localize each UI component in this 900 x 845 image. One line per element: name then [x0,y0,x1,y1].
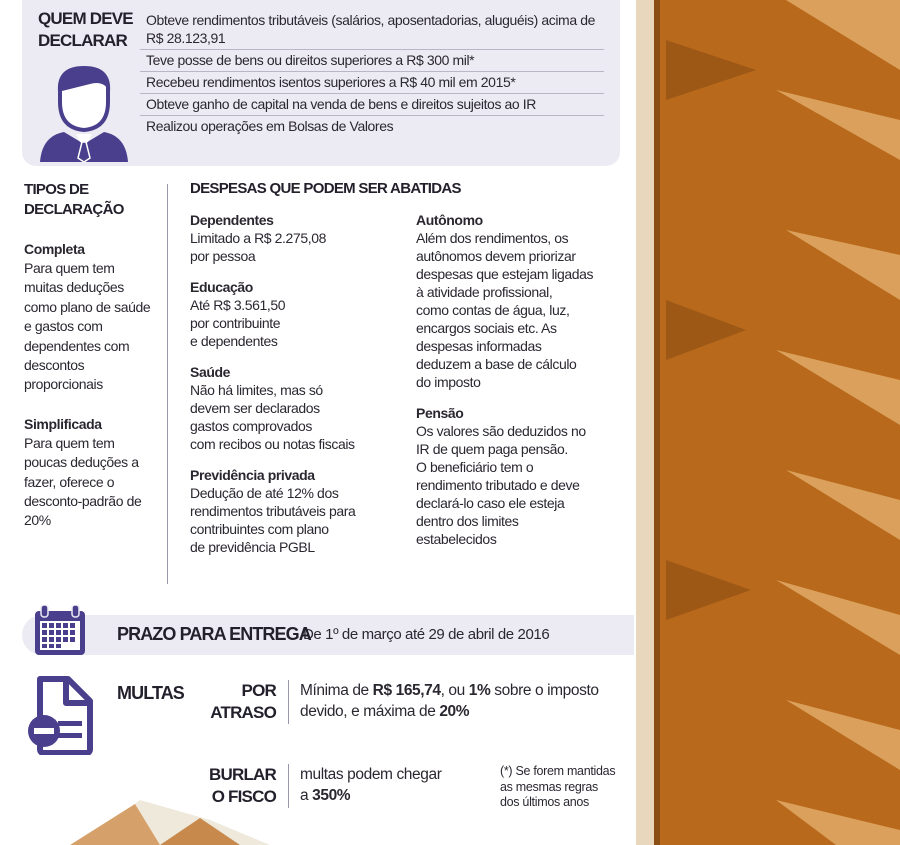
expense-text: Até R$ 3.561,50 por contribuinte e dependentes [190,297,286,349]
bottom-decoration [40,800,280,845]
fines-label: MULTAS [117,683,184,703]
completa-heading: Completa [24,241,85,257]
late-filing-text: Mínima de R$ 165,74, ou 1% sobre o imposto devido, e máxima de 20% [300,682,599,720]
list-item: Realizou operações em Bolsas de Valores [146,118,394,134]
expense-text: Não há limites, mas só devem ser declarados gastos comprovados com recibos ou notas fiscais [190,382,355,452]
who-must-declare-title: QUEM DEVE DECLARAR [38,9,133,50]
declaration-types-title: TIPOS DE DECLARAÇÃO [24,181,124,218]
deadline-label: PRAZO PARA ENTREGA [117,624,311,644]
expense-text: Dedução de até 12% dos rendimentos tributáveis para contribuintes com plano de previdência PGBL [190,485,356,555]
expenses-column-left [190,211,408,569]
wood-panel-decoration [636,0,900,845]
expense-heading: Educação [190,279,253,295]
list-item: Teve posse de bens ou direitos superiores a R$ 300 mil* [140,50,604,72]
expense-heading: Autônomo [416,212,483,228]
expense-heading: Dependentes [190,212,274,228]
document-minus-icon [28,675,94,755]
person-icon [38,62,130,162]
expense-text: Limitado a R$ 2.275,08 por pessoa [190,230,326,264]
simplificada-heading: Simplificada [24,415,102,432]
expense-text: Além dos rendimentos, os autônomos devem priorizar despesas que estejam ligadas à atividade profissional, como contas de água, luz, encargos sociais etc. As despesas informadas deduzem a base de cálculo do imposto [416,230,594,390]
deductible-expenses-title: DESPESAS QUE PODEM SER ABATIDAS [190,180,461,197]
tax-evasion-label: BURLAR O FISCO [209,765,276,806]
deadline-text: De 1º de março até 29 de abril de 2016 [303,626,550,643]
expense-heading: Previdência privada [190,467,315,483]
fines-divider [288,764,289,808]
simplificada-text: Para quem tem poucas deduções a fazer, oferece o desconto-padrão de 20% [24,434,142,529]
expense-heading: Pensão [416,405,464,421]
list-item: Obteve ganho de capital na venda de bens e direitos sujeitos ao IR [140,94,604,116]
expenses-column-right [416,211,628,561]
who-must-declare-list [140,10,604,137]
completa-text: Para quem tem muitas deduções como plano de saúde e gastos com dependentes com descontos proporcionais [24,260,151,393]
late-filing-label: POR ATRASO [210,681,276,722]
expense-heading: Saúde [190,364,231,380]
tax-evasion-text: multas podem chegar a 350% [300,766,442,804]
fines-divider [288,680,289,724]
expense-text: Os valores são deduzidos no IR de quem paga pensão. O beneficiário tem o rendimento tributado e deve declará-lo caso ele esteja dentro dos limites estabelecidos [416,423,586,547]
list-item: Obteve rendimentos tributáveis (salários, aposentadorias, aluguéis) acima de R$ 28.123,91 [140,10,604,50]
footnote: (*) Se forem mantidas as mesmas regras dos últimos anos [500,764,616,809]
calendar-icon [33,605,87,657]
section-divider [167,184,168,584]
declaration-types-section [24,180,154,531]
list-item: Recebeu rendimentos isentos superiores a R$ 40 mil em 2015* [140,72,604,94]
